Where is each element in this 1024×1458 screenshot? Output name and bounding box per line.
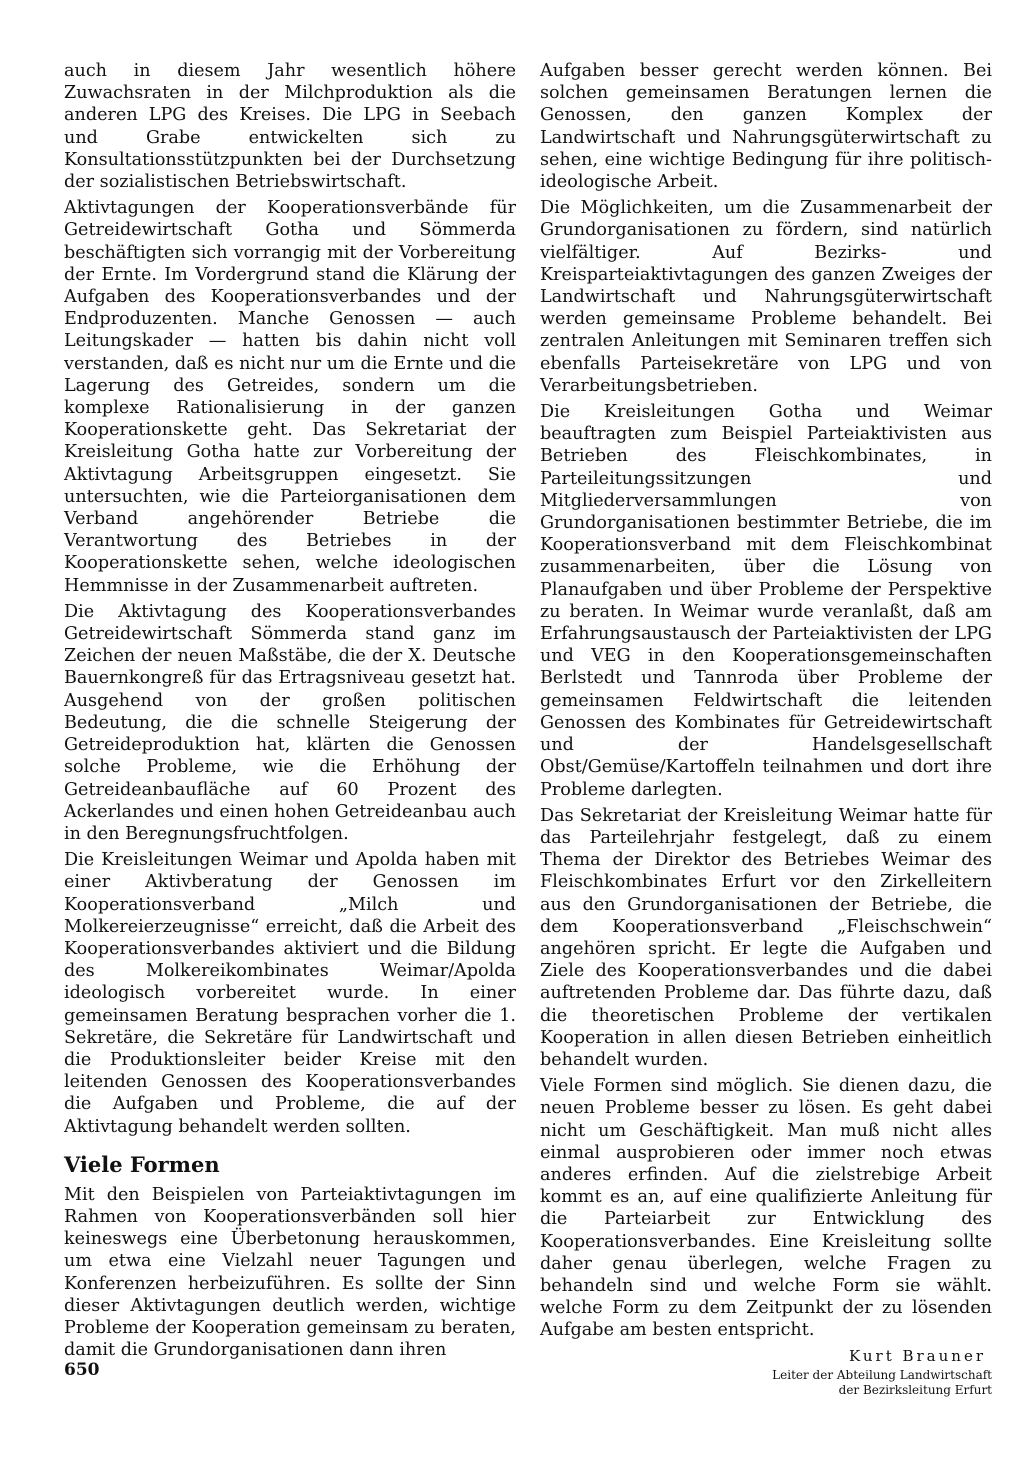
paragraph: Das Sekretariat der Kreisleitung Weimar hatte für das Parteilehrjahr festgelegt, daß zu einem Thema der Direktor des Betriebes Weimar des Fleischkombinates Erfurt vor den Zirkelleitern aus den Grundorganisationen der Betriebe, die dem Kooperationsverband „Fleischschwein“ angehören spricht. Er legte die Aufgaben und Ziele des Kooperationsverbandes und die dabei auftretenden Probleme dar. Das führte dazu, daß die theoretischen Probleme der vertikalen Kooperation in allen diesen Betrieben einheitlich behandelt wurden. — [540, 805, 992, 1070]
left-column — [64, 60, 516, 1365]
paragraph: Mit den Beispielen von Parteiaktivtagungen im Rahmen von Kooperationsverbänden soll hier keineswegs eine Überbetonung herauskommen, um etwa eine Vielzahl neuer Tagungen und Konferenzen herbeizuführen. Es sollte der Sinn dieser Aktivtagungen deutlich werden, wichtige Probleme der Kooperation gemeinsam zu beraten, damit die Grundorganisationen dann ihren — [64, 1184, 516, 1361]
right-column — [540, 60, 992, 1398]
paragraph: Aufgaben besser gerecht werden können. Bei solchen gemeinsamen Beratungen lernen die Genossen, den ganzen Komplex der Landwirtschaft und Nahrungsgüterwirtschaft zu sehen, eine wichtige Bedingung für ihre politisch-ideologische Arbeit. — [540, 61, 992, 193]
paragraph: Die Kreisleitungen Weimar und Apolda haben mit einer Aktivberatung der Genossen im Kooperationsverband „Milch und Molkereierzeugnisse“ erreicht, daß die Arbeit des Kooperationsverbandes aktiviert und die Bildung des Molkereikombinates Weimar/Apolda ideologisch vorbereitet wurde. In einer gemeinsamen Beratung besprachen vorher die 1. Sekretäre, die Sekretäre für Landwirtschaft und die Produktionsleiter beider Kreise mit den leitenden Genossen des Kooperationsverbandes die Aufgaben und Probleme, die auf der Aktivtagung behandelt werden sollten. — [64, 850, 516, 1137]
paragraph: Die Kreisleitungen Gotha und Weimar beauftragten zum Beispiel Parteiaktivisten aus Betrieben des Fleischkombinates, in Parteileitungssitzungen und Mitgliederversammlungen von Grundorganisationen bestimmter Betriebe, die im Kooperationsverband mit dem Fleischkombinat zusammenarbeiten, über die Lösung von Planaufgaben und über Probleme der Perspektive zu beraten. In Weimar wurde veranlaßt, daß am Erfahrungsaustausch der Parteiaktivisten der LPG und VEG in den Kooperationsgemeinschaften Berlstedt und Tannroda über Probleme der gemeinsamen Feldwirtschaft die leitenden Genossen des Kombinates für Getreidewirtschaft und der Handelsgesellschaft Obst/Gemüse/Kartoffeln teilnahmen und dort ihre Probleme darlegten. — [540, 402, 992, 800]
author-affiliation-line1: Leiter der Abteilung Landwirtschaft — [772, 1367, 992, 1382]
paragraph: Die Aktivtagung des Kooperationsverbandes Getreidewirtschaft Sömmerda stand ganz im Zeichen der neuen Maßstäbe, die der X. Deutsche Bauernkongreß für das Ertragsniveau gesetzt hat. Ausgehend von der großen politischen Bedeutung, die die schnelle Steigerung der Getreideproduktion hat, klärten die Genossen solche Probleme, wie die Erhöhung der Getreideanbaufläche auf 60 Prozent des Ackerlandes und einen hohen Getreideanbau auch in den Beregnungsfruchtfolgen. — [64, 601, 516, 844]
paragraph: Viele Formen sind möglich. Sie dienen dazu, die neuen Probleme besser zu lösen. Es geht dabei nicht um Geschäftigkeit. Man muß nicht alles einmal ausprobieren oder immer noch etwas anderes erfinden. Auf die zielstrebige Arbeit kommt es an, auf eine qualifizierte Anleitung für die Parteiarbeit zur Entwicklung des Kooperationsverbandes. Eine Kreisleitung sollte daher genau überlegen, welche Fragen zu behandeln sind und welche Form sie wählt. welche Form zu dem Zeitpunkt der zu lösenden Aufgabe am besten entspricht. — [540, 1076, 992, 1341]
section-heading: Viele Formen — [64, 1151, 220, 1177]
page-number: 650 — [64, 1360, 100, 1380]
paragraph: Aktivtagungen der Kooperationsverbände für Getreidewirtschaft Gotha und Sömmerda beschäftigten sich vorrangig mit der Vorbereitung der Ernte. Im Vordergrund stand die Klärung der Aufgaben des Kooperationsverbandes und der Endproduzenten. Manche Genossen — auch Leitungskader — hatten bis dahin nicht voll verstanden, daß es nicht nur um die Ernte und die Lagerung des Getreides, sondern um die komplexe Rationalisierung in der ganzen Kooperationskette geht. Das Sekretariat der Kreisleitung Gotha hatte zur Vorbereitung der Aktivtagung Arbeitsgruppen eingesetzt. Sie untersuchten, wie die Parteiorganisationen dem Verband angehörender Betriebe die Verantwortung des Betriebes in der Kooperationskette sehen, welche ideologischen Hemmnisse in der Zusammenarbeit auftreten. — [64, 198, 516, 596]
author-affiliation-line2: der Bezirksleitung Erfurt — [838, 1382, 992, 1397]
paragraph: Die Möglichkeiten, um die Zusammenarbeit der Grundorganisationen zu fördern, sind natürlich vielfältiger. Auf Bezirks- und Kreisparteiaktivtagungen des ganzen Zweiges der Landwirtschaft und Nahrungsgüterwirtschaft werden gemeinsame Probleme behandelt. Bei zentralen Anleitungen mit Seminaren treffen sich ebenfalls Parteisekretäre von LPG und von Verarbeitungsbetrieben. — [540, 198, 992, 396]
author-name: Kurt Brauner — [848, 1346, 986, 1365]
paragraph: auch in diesem Jahr wesentlich höhere Zuwachsraten in der Milchproduktion als die anderen LPG des Kreises. Die LPG in Seebach und Grabe entwickelten sich zu Konsultationsstützpunkten bei der Durchsetzung der sozialistischen Betriebswirtschaft. — [64, 61, 516, 193]
